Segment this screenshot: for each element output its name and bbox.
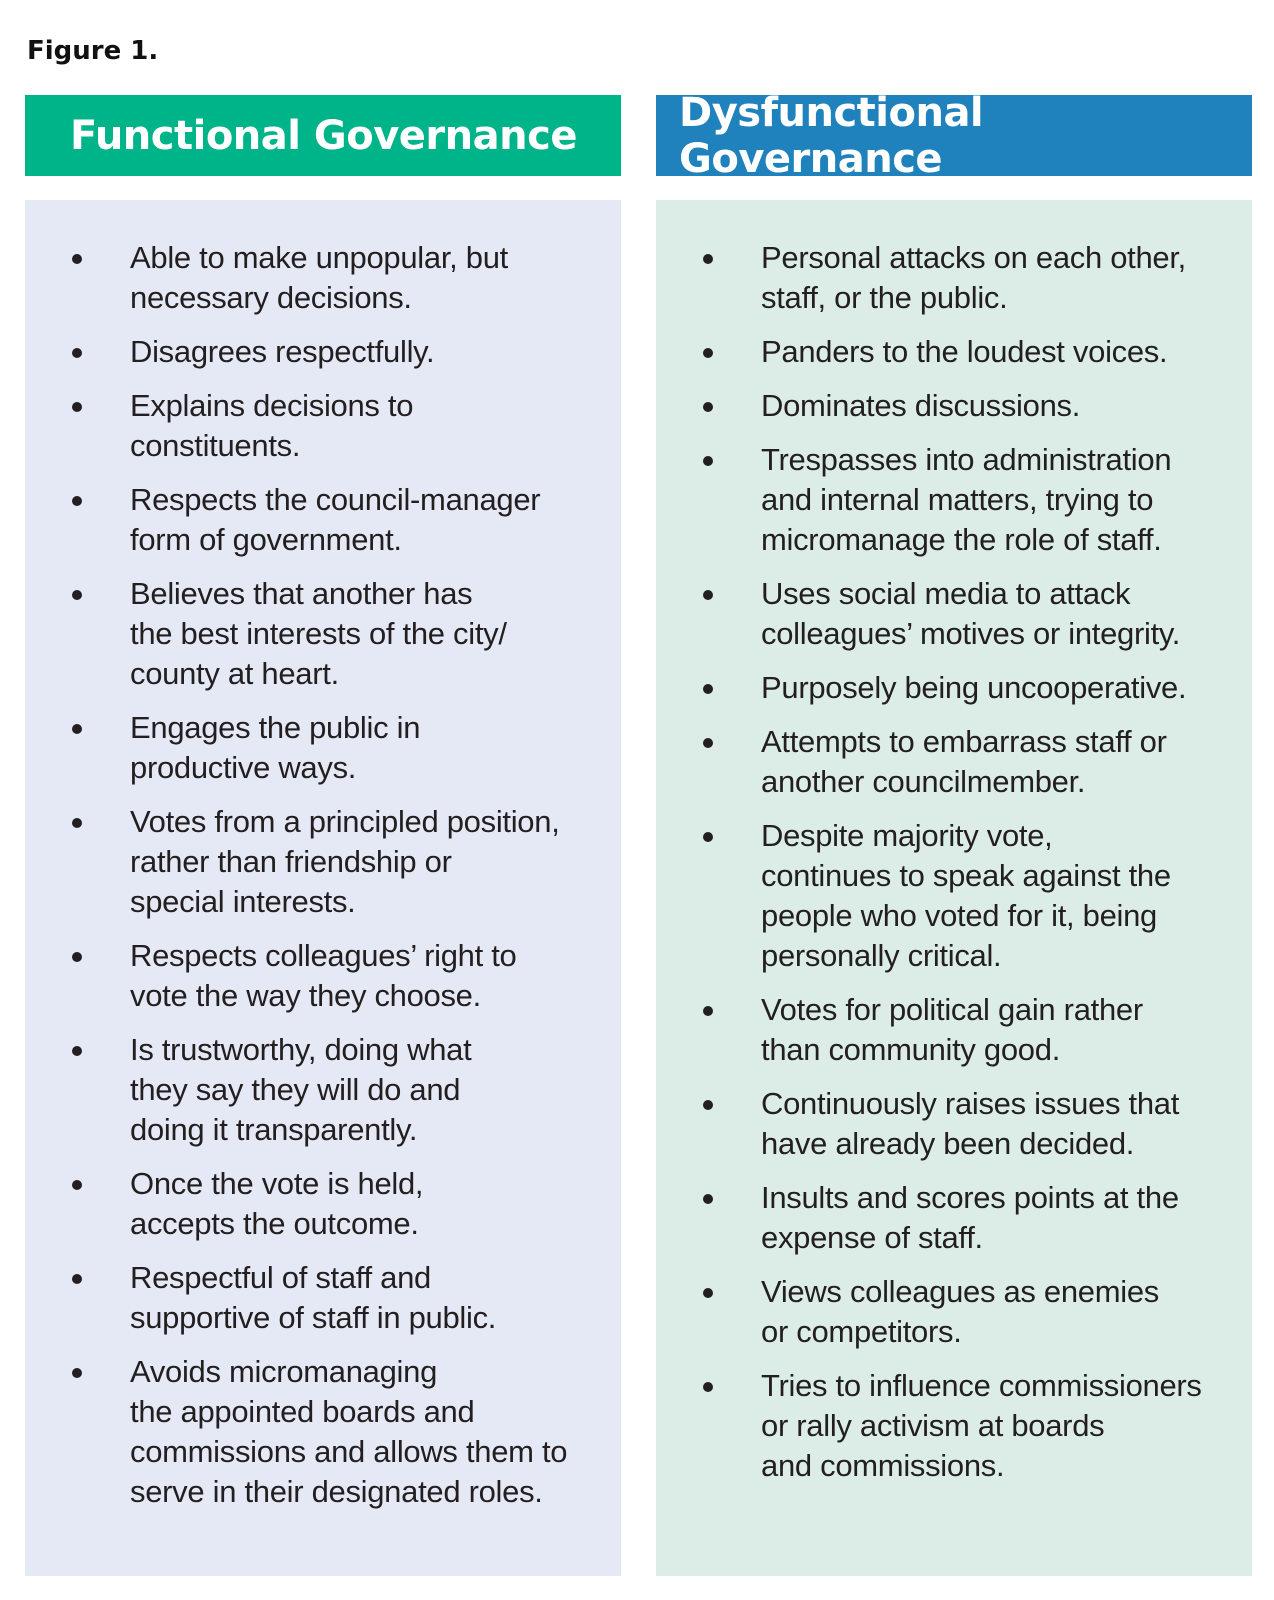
list-item — [656, 722, 1252, 802]
list-item — [25, 1258, 621, 1338]
list-item-text: Panders to the loudest voices. — [761, 334, 1168, 369]
list-item — [656, 1272, 1252, 1352]
list-item-text: Trespasses into administration and internal matters, trying to micromanage the role of staff. — [761, 442, 1172, 557]
list-item-text: Avoids micromanaging the appointed boards and commissions and allows them to serve in their designated roles. — [130, 1354, 568, 1509]
functional-list — [25, 238, 621, 1526]
list-item-text: Votes for political gain rather than community good. — [761, 992, 1143, 1067]
list-item-text: Purposely being uncooperative. — [761, 670, 1187, 705]
list-item — [25, 1030, 621, 1150]
list-item-text: Attempts to embarrass staff or another councilmember. — [761, 724, 1167, 799]
list-item — [25, 574, 621, 694]
list-item — [656, 1366, 1252, 1486]
list-item-text: Despite majority vote, continues to speak against the people who voted for it, being personally critical. — [761, 818, 1171, 973]
bullet-icon — [703, 832, 713, 842]
list-item — [25, 480, 621, 560]
list-item — [656, 1178, 1252, 1258]
list-item — [656, 668, 1252, 708]
list-item-text: Views colleagues as enemies or competitors. — [761, 1274, 1160, 1349]
list-item — [656, 816, 1252, 976]
list-item-text: Engages the public in productive ways. — [130, 710, 421, 785]
list-item-text: Respects colleagues’ right to vote the way they choose. — [130, 938, 517, 1013]
bullet-icon — [72, 496, 82, 506]
bullet-icon — [72, 1180, 82, 1190]
bullet-icon — [703, 1382, 713, 1392]
bullet-icon — [703, 1100, 713, 1110]
bullet-icon — [703, 402, 713, 412]
list-item-text: Believes that another has the best interests of the city/ county at heart. — [130, 576, 507, 691]
list-item — [656, 990, 1252, 1070]
bullet-icon — [72, 818, 82, 828]
list-item-text: Disagrees respectfully. — [130, 334, 435, 369]
bullet-icon — [703, 1006, 713, 1016]
bullet-icon — [72, 1046, 82, 1056]
list-item — [656, 238, 1252, 318]
list-item — [25, 802, 621, 922]
list-item-text: Uses social media to attack colleagues’ motives or integrity. — [761, 576, 1181, 651]
list-item-text: Continuously raises issues that have already been decided. — [761, 1086, 1180, 1161]
list-item — [25, 1352, 621, 1512]
dysfunctional-governance-panel — [656, 200, 1252, 1576]
list-item — [656, 574, 1252, 654]
bullet-icon — [72, 724, 82, 734]
bullet-icon — [703, 456, 713, 466]
bullet-icon — [703, 348, 713, 358]
list-item-text: Respectful of staff and supportive of staff in public. — [130, 1260, 497, 1335]
list-item — [25, 386, 621, 466]
bullet-icon — [703, 684, 713, 694]
list-item-text: Personal attacks on each other, staff, or the public. — [761, 240, 1186, 315]
list-item-text: Tries to influence commissioners or rally activism at boards and commissions. — [761, 1368, 1202, 1483]
dysfunctional-governance-header: Dysfunctional Governance — [656, 95, 1252, 176]
list-item — [656, 1084, 1252, 1164]
bullet-icon — [72, 402, 82, 412]
bullet-icon — [703, 254, 713, 264]
bullet-icon — [72, 254, 82, 264]
bullet-icon — [72, 590, 82, 600]
list-item-text: Votes from a principled position, rather than friendship or special interests. — [130, 804, 560, 919]
list-item-text: Insults and scores points at the expense of staff. — [761, 1180, 1179, 1255]
bullet-icon — [703, 590, 713, 600]
dysfunctional-list — [656, 238, 1252, 1500]
list-item-text: Explains decisions to constituents. — [130, 388, 414, 463]
bullet-icon — [703, 1288, 713, 1298]
list-item-text: Respects the council-manager form of government. — [130, 482, 541, 557]
list-item-text: Dominates discussions. — [761, 388, 1081, 423]
bullet-icon — [72, 348, 82, 358]
list-item — [25, 1164, 621, 1244]
list-item — [25, 238, 621, 318]
list-item-text: Is trustworthy, doing what they say they will do and doing it transparently. — [130, 1032, 472, 1147]
bullet-icon — [703, 1194, 713, 1204]
bullet-icon — [703, 738, 713, 748]
bullet-icon — [72, 1368, 82, 1378]
bullet-icon — [72, 1274, 82, 1284]
list-item — [656, 440, 1252, 560]
list-item — [25, 708, 621, 788]
list-item — [25, 936, 621, 1016]
list-item-text: Once the vote is held, accepts the outcome. — [130, 1166, 424, 1241]
functional-governance-panel — [25, 200, 621, 1576]
figure-label: Figure 1. — [27, 36, 159, 66]
list-item — [656, 332, 1252, 372]
list-item — [25, 332, 621, 372]
list-item-text: Able to make unpopular, but necessary decisions. — [130, 240, 508, 315]
functional-governance-header: Functional Governance — [25, 95, 621, 176]
bullet-icon — [72, 952, 82, 962]
list-item — [656, 386, 1252, 426]
